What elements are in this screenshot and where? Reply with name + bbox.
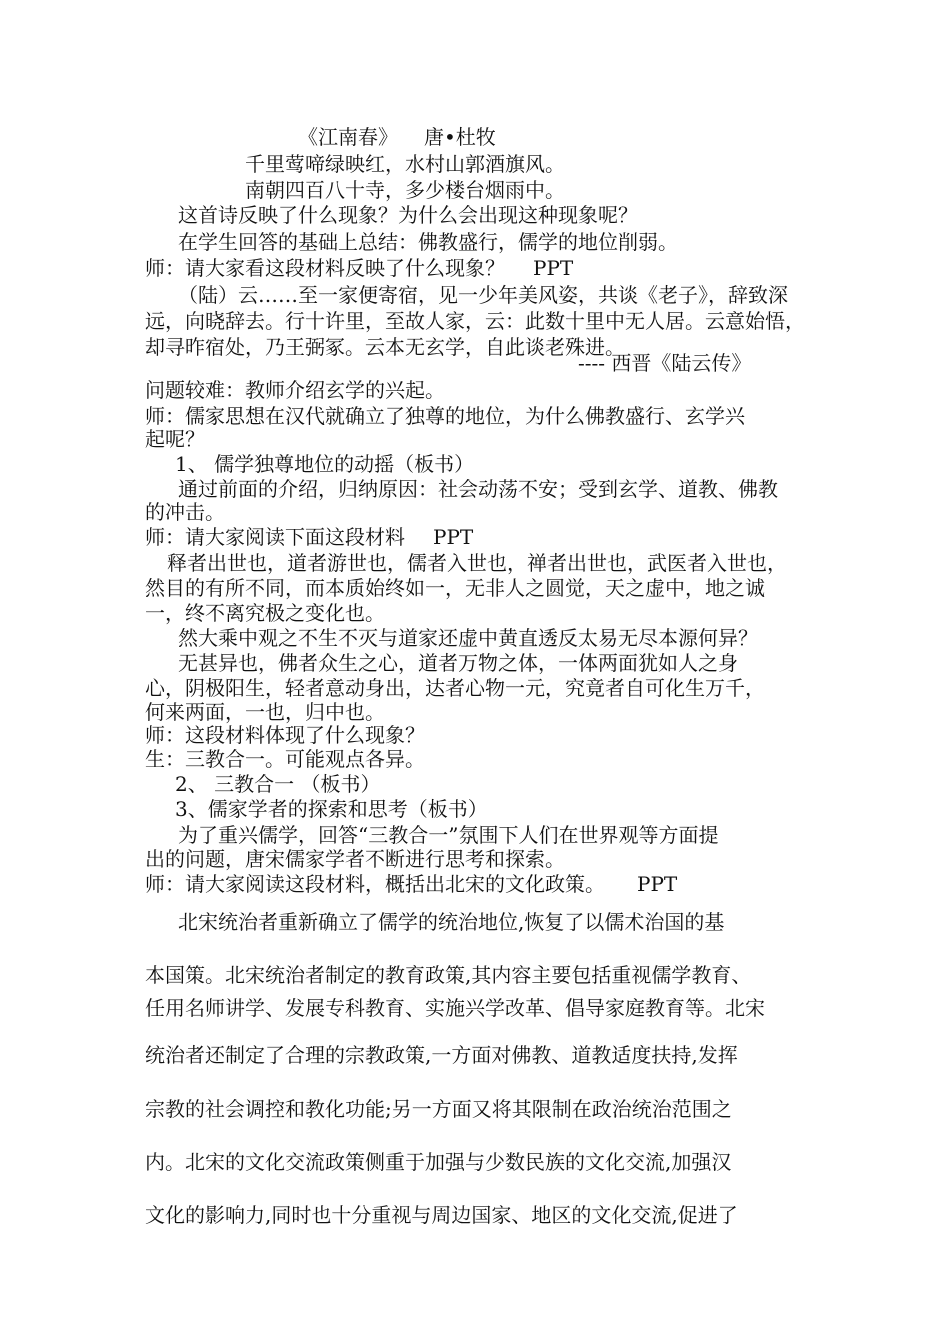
teacher-prompt: 起呢？ bbox=[145, 427, 205, 451]
teacher-prompt bbox=[145, 872, 677, 896]
section-heading: 1、 儒学独尊地位的动摇（板书） bbox=[175, 452, 475, 476]
question-text: 这首诗反映了什么现象？为什么会出现这种现象呢？ bbox=[178, 203, 638, 227]
material-line: （陆）云……至一家便寄宿，见一少年美风姿，共谈《老子》，辞致深 bbox=[178, 283, 788, 307]
difficulty-note: 问题较难：教师介绍玄学的兴起。 bbox=[145, 378, 445, 402]
body-line: 通过前面的介绍，归纳原因：社会动荡不安；受到玄学、道教、佛教 bbox=[178, 477, 778, 501]
body-line: 出的问题，唐宋儒家学者不断进行思考和探索。 bbox=[145, 847, 565, 871]
body-line: 的冲击。 bbox=[145, 500, 225, 524]
policy-line: 本国策。北宋统治者制定的教育政策,其内容主要包括重视儒学教育、 bbox=[145, 963, 752, 987]
teacher-prompt: 师：儒家思想在汉代就确立了独尊的地位，为什么佛教盛行、玄学兴 bbox=[145, 404, 745, 428]
ppt-label: PPT bbox=[433, 525, 474, 549]
section-heading: 3、儒家学者的探索和思考（板书） bbox=[175, 797, 488, 821]
teacher-prompt: 师：这段材料体现了什么现象？ bbox=[145, 723, 425, 747]
poem-line: 南朝四百八十寺，多少楼台烟雨中。 bbox=[245, 178, 565, 202]
teacher-prompt-text: 师：请大家阅读下面这段材料 bbox=[145, 525, 405, 549]
material-source: ---- 西晋《陆云传》 bbox=[578, 351, 752, 375]
material-line: 远，向晓辞去。行十许里，至故人家，云：此数十里中无人居。云意始悟， bbox=[145, 309, 805, 333]
teacher-prompt-text: 师：请大家阅读这段材料，概括出北宋的文化政策。 bbox=[145, 872, 605, 896]
policy-line: 统治者还制定了合理的宗教政策,一方面对佛教、道教适度扶持,发挥 bbox=[145, 1043, 738, 1067]
ppt-label: PPT bbox=[637, 872, 678, 896]
poem-author: 唐•杜牧 bbox=[424, 125, 496, 149]
policy-line: 文化的影响力,同时也十分重视与周边国家、地区的文化交流,促进了 bbox=[145, 1203, 738, 1227]
poem-line: 千里莺啼绿映红，水村山郭酒旗风。 bbox=[245, 152, 565, 176]
quote-line: 释者出世也，道者游世也，儒者入世也，禅者出世也，武医者入世也， bbox=[167, 551, 787, 575]
section-heading: 2、 三教合一 （板书） bbox=[175, 772, 381, 796]
policy-line: 内。北宋的文化交流政策侧重于加强与少数民族的文化交流,加强汉 bbox=[145, 1150, 732, 1174]
quote-line: 心，阴极阳生，轻者意动身出，达者心物一元，究竟者自可化生万千， bbox=[145, 676, 765, 700]
quote-line: 一，终不离究极之变化也。 bbox=[145, 601, 385, 625]
quote-line: 然目的有所不同，而本质始终如一，无非人之圆觉，天之虚中，地之诚 bbox=[145, 576, 765, 600]
quote-line: 何来两面，一也，归中也。 bbox=[145, 700, 385, 724]
quote-line: 无甚异也，佛者众生之心，道者万物之体，一体两面犹如人之身 bbox=[178, 651, 738, 675]
teacher-prompt bbox=[145, 256, 573, 280]
body-line: 为了重兴儒学，回答“三教合一”氛围下人们在世界观等方面提 bbox=[178, 823, 719, 847]
policy-line: 任用名师讲学、发展专科教育、实施兴学改革、倡导家庭教育等。北宋 bbox=[145, 996, 765, 1020]
quote-line: 然大乘中观之不生不灭与道家还虚中黄直透反太易无尽本源何异？ bbox=[178, 626, 758, 650]
poem-heading bbox=[298, 125, 496, 149]
summary-text: 在学生回答的基础上总结：佛教盛行，儒学的地位削弱。 bbox=[178, 230, 678, 254]
teacher-prompt-text: 师：请大家看这段材料反映了什么现象？ bbox=[145, 256, 505, 280]
teacher-prompt bbox=[145, 525, 473, 549]
ppt-label: PPT bbox=[533, 256, 574, 280]
material-line: 却寻昨宿处，乃王弼冢。云本无玄学，自此谈老殊进。 bbox=[145, 335, 625, 359]
poem-title: 《江南春》 bbox=[298, 125, 398, 149]
policy-line: 北宋统治者重新确立了儒学的统治地位,恢复了以儒术治国的基 bbox=[178, 910, 725, 934]
student-answer: 生：三教合一。可能观点各异。 bbox=[145, 747, 425, 771]
policy-line: 宗教的社会调控和教化功能;另一方面又将其限制在政治统治范围之 bbox=[145, 1097, 732, 1121]
